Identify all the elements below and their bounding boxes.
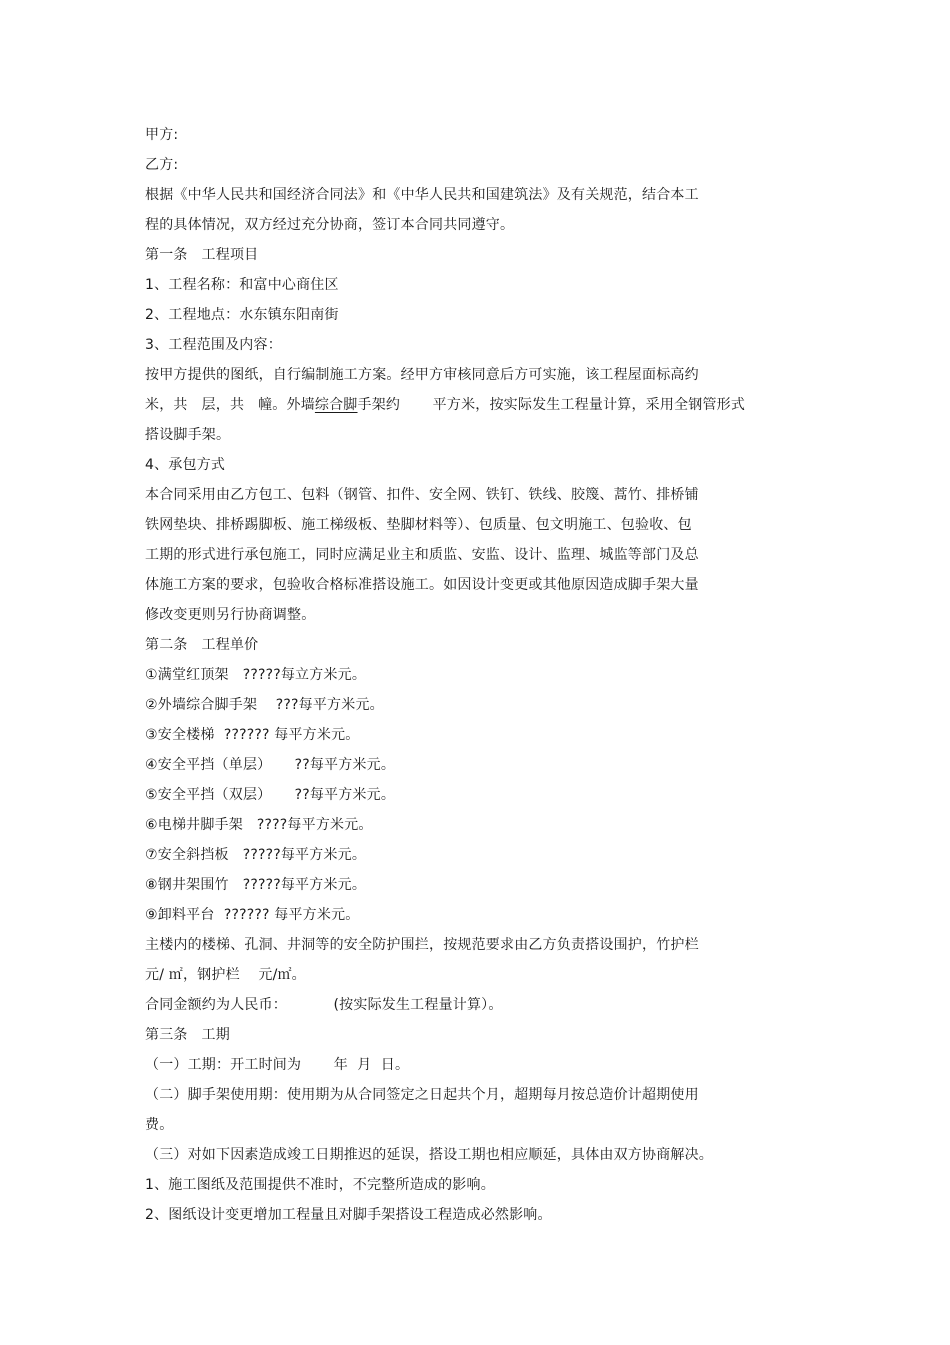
paragraph-segment: 米，共 层，共 幢。外墙 bbox=[145, 397, 315, 413]
price-item: ③安全楼梯 ?????? 每平方米元。 bbox=[145, 727, 360, 743]
party-a-line: 甲方: bbox=[145, 127, 179, 143]
project-name-line: 1、工程名称：和富中心商住区 bbox=[145, 277, 339, 293]
paragraph-line: 按甲方提供的图纸，自行编制施工方案。经甲方审核同意后方可实施，该工程屋面标高约 bbox=[145, 367, 699, 383]
price-item: ④安全平挡（单层） ??每平方米元。 bbox=[145, 757, 396, 773]
price-item: ⑤安全平挡（双层） ??每平方米元。 bbox=[145, 787, 396, 803]
schedule-line: （二）脚手架使用期：使用期为从合同签定之日起共个月，超期每月按总造价计超期使用 bbox=[145, 1087, 699, 1103]
paragraph-line: 主楼内的楼梯、孔洞、井洞等的安全防护围拦，按规范要求由乙方负责搭设围护，竹护栏 bbox=[145, 937, 699, 953]
underlined-segment: 综合脚 bbox=[314, 397, 358, 413]
price-item: ⑥电梯井脚手架 ????每平方米元。 bbox=[145, 817, 373, 833]
party-b-line: 乙方: bbox=[145, 157, 179, 173]
contract-body bbox=[145, 124, 785, 1234]
paragraph-line: 本合同采用由乙方包工、包料（钢管、扣件、安全网、铁钉、铁线、胶篾、蒿竹、排桥铺 bbox=[145, 487, 699, 503]
schedule-line: 费。 bbox=[145, 1117, 174, 1133]
price-item: ⑧钢井架围竹 ?????每平方米元。 bbox=[145, 877, 367, 893]
paragraph-line: 元/ ㎡，钢护栏 元/㎡。 bbox=[145, 967, 306, 983]
project-scope-line: 3、工程范围及内容： bbox=[145, 337, 282, 353]
delay-cause-item: 2、图纸设计变更增加工程量且对脚手架搭设工程造成必然影响。 bbox=[145, 1207, 552, 1223]
article-heading: 第三条 工期 bbox=[145, 1027, 230, 1043]
price-item: ①满堂红顶架 ?????每立方米元。 bbox=[145, 667, 367, 683]
preamble-line: 根据《中华人民共和国经济合同法》和《中华人民共和国建筑法》及有关规范，结合本工 bbox=[145, 187, 699, 203]
paragraph-segment: 手架约 平方米，按实际发生工程量计算，采用全钢管形式 bbox=[357, 397, 746, 413]
article-heading: 第一条 工程项目 bbox=[145, 247, 259, 263]
paragraph-line: 铁网垫块、排桥踢脚板、施工梯级板、垫脚材料等）、包质量、包文明施工、包验收、包 bbox=[145, 517, 692, 533]
paragraph-line: 体施工方案的要求，包验收合格标准搭设施工。如因设计变更或其他原因造成脚手架大量 bbox=[145, 577, 699, 593]
preamble-line: 程的具体情况，双方经过充分协商，签订本合同共同遵守。 bbox=[145, 217, 515, 233]
delay-cause-item: 1、施工图纸及范围提供不准时，不完整所造成的影响。 bbox=[145, 1177, 495, 1193]
paragraph-line: 搭设脚手架。 bbox=[145, 427, 231, 443]
article-heading: 第二条 工程单价 bbox=[145, 637, 259, 653]
paragraph-line: 工期的形式进行承包施工，同时应满足业主和质监、安监、设计、监理、城监等部门及总 bbox=[145, 547, 699, 563]
project-location-line: 2、工程地点：水东镇东阳南街 bbox=[145, 307, 339, 323]
contract-method-heading: 4、承包方式 bbox=[145, 457, 226, 473]
paragraph-line bbox=[145, 394, 785, 424]
paragraph-line: 修改变更则另行协商调整。 bbox=[145, 607, 316, 623]
contract-amount-line: 合同金额约为人民币： (按实际发生工程量计算）。 bbox=[145, 997, 503, 1013]
price-item: ⑦安全斜挡板 ?????每平方米元。 bbox=[145, 847, 367, 863]
schedule-line: （三）对如下因素造成竣工日期推迟的延误，搭设工期也相应顺延，具体由双方协商解决。 bbox=[145, 1147, 713, 1163]
schedule-line: （一）工期：开工时间为 年 月 日。 bbox=[145, 1057, 410, 1073]
price-item: ⑨卸料平台 ?????? 每平方米元。 bbox=[145, 907, 360, 923]
price-item: ②外墙综合脚手架 ???每平方米元。 bbox=[145, 697, 384, 713]
